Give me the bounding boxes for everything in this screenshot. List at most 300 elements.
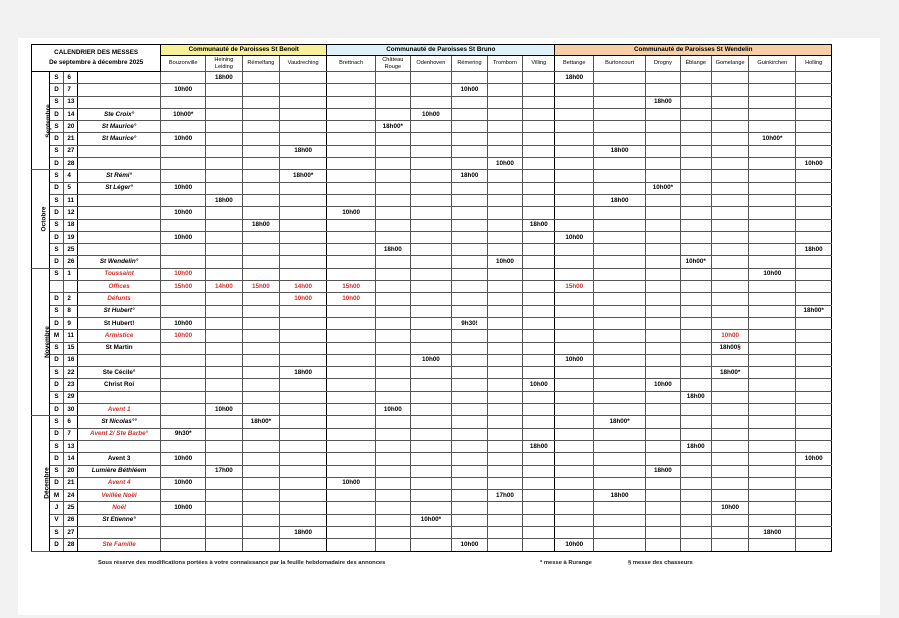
mass-time-cell: 10h00* bbox=[680, 256, 711, 268]
mass-time-cell bbox=[376, 465, 410, 477]
mass-time-cell bbox=[376, 194, 410, 206]
day-letter: D bbox=[49, 539, 64, 551]
mass-time-cell: 18h00* bbox=[242, 416, 280, 428]
mass-time-cell bbox=[487, 354, 522, 366]
day-letter: S bbox=[49, 244, 64, 256]
mass-time-cell: 10h00 bbox=[280, 293, 327, 305]
parish-header: Holling bbox=[796, 56, 832, 72]
day-number: 23 bbox=[64, 379, 78, 391]
parish-header: Éblange bbox=[680, 56, 711, 72]
mass-time-cell bbox=[376, 231, 410, 243]
parish-header: Tromborn bbox=[487, 56, 522, 72]
mass-time-cell: 10h00 bbox=[555, 539, 594, 551]
calendar-title-line1: CALENDRIER DES MESSES bbox=[54, 49, 139, 56]
mass-time-cell bbox=[711, 428, 749, 440]
calendar-row bbox=[32, 514, 832, 526]
mass-time-cell: 10h00 bbox=[487, 256, 522, 268]
mass-time-cell: 10h00 bbox=[646, 379, 680, 391]
day-number: 29 bbox=[64, 391, 78, 403]
calendar-row bbox=[32, 108, 832, 120]
mass-time-cell bbox=[327, 490, 376, 502]
mass-time-cell bbox=[410, 367, 452, 379]
calendar-row bbox=[32, 404, 832, 416]
event-name bbox=[77, 84, 160, 96]
mass-time-cell bbox=[594, 281, 646, 293]
mass-time-cell bbox=[646, 293, 680, 305]
mass-time-cell: 10h00 bbox=[523, 379, 555, 391]
day-letter: D bbox=[49, 293, 64, 305]
mass-time-cell: 10h00 bbox=[161, 133, 206, 145]
mass-time-cell bbox=[523, 256, 555, 268]
mass-time-cell bbox=[749, 440, 796, 452]
mass-time-cell bbox=[376, 367, 410, 379]
mass-time-cell bbox=[487, 514, 522, 526]
mass-time-cell bbox=[452, 453, 487, 465]
mass-time-cell bbox=[161, 145, 206, 157]
event-name: Avent 4 bbox=[77, 477, 160, 489]
parish-header: Gomelange bbox=[711, 56, 749, 72]
mass-time-cell bbox=[487, 477, 522, 489]
day-letter: D bbox=[49, 231, 64, 243]
mass-time-cell bbox=[555, 293, 594, 305]
mass-time-cell bbox=[452, 207, 487, 219]
mass-time-cell bbox=[555, 404, 594, 416]
calendar-row bbox=[32, 317, 832, 329]
mass-time-cell bbox=[206, 391, 242, 403]
mass-time-cell: 18h00 bbox=[280, 367, 327, 379]
mass-time-cell bbox=[242, 440, 280, 452]
parish-header: Rémering bbox=[452, 56, 487, 72]
mass-time-cell bbox=[749, 465, 796, 477]
mass-time-cell bbox=[161, 526, 206, 538]
mass-time-cell bbox=[242, 342, 280, 354]
mass-time-cell bbox=[161, 121, 206, 133]
mass-time-cell bbox=[523, 182, 555, 194]
day-letter: S bbox=[49, 465, 64, 477]
mass-time-cell bbox=[711, 96, 749, 108]
mass-time-cell bbox=[749, 231, 796, 243]
mass-time-cell bbox=[452, 145, 487, 157]
mass-time-cell bbox=[796, 231, 832, 243]
calendar-row bbox=[32, 379, 832, 391]
mass-time-cell: 18h00 bbox=[242, 219, 280, 231]
calendar-row bbox=[32, 96, 832, 108]
mass-time-cell: 9h30! bbox=[452, 317, 487, 329]
mass-time-cell: 18h00 bbox=[749, 526, 796, 538]
mass-time-cell: 10h00 bbox=[327, 207, 376, 219]
mass-time-cell bbox=[376, 207, 410, 219]
mass-time-cell bbox=[280, 305, 327, 317]
day-number: 15 bbox=[64, 342, 78, 354]
day-number: 28 bbox=[64, 158, 78, 170]
mass-time-cell bbox=[327, 391, 376, 403]
event-name bbox=[77, 391, 160, 403]
mass-time-cell bbox=[280, 416, 327, 428]
mass-time-cell: 10h00 bbox=[376, 404, 410, 416]
mass-time-cell bbox=[523, 490, 555, 502]
day-number: 27 bbox=[64, 145, 78, 157]
mass-time-cell bbox=[452, 244, 487, 256]
mass-time-cell bbox=[242, 428, 280, 440]
mass-time-cell bbox=[206, 108, 242, 120]
mass-time-cell bbox=[376, 281, 410, 293]
mass-time-cell bbox=[555, 158, 594, 170]
mass-time-cell bbox=[327, 367, 376, 379]
mass-time-cell bbox=[523, 194, 555, 206]
calendar-row bbox=[32, 145, 832, 157]
mass-time-cell bbox=[327, 72, 376, 84]
mass-time-cell bbox=[796, 182, 832, 194]
event-name: Défunts bbox=[77, 293, 160, 305]
mass-time-cell bbox=[242, 465, 280, 477]
mass-time-cell: 10h00 bbox=[327, 293, 376, 305]
mass-time-cell bbox=[711, 207, 749, 219]
mass-time-cell: 10h00* bbox=[410, 514, 452, 526]
mass-time-cell bbox=[680, 330, 711, 342]
day-letter: S bbox=[49, 342, 64, 354]
month-name: Octobre bbox=[40, 206, 48, 232]
mass-time-cell bbox=[523, 453, 555, 465]
mass-time-cell bbox=[523, 502, 555, 514]
day-number: 6 bbox=[64, 72, 78, 84]
mass-time-cell bbox=[680, 465, 711, 477]
mass-time-cell bbox=[410, 96, 452, 108]
mass-time-cell bbox=[555, 465, 594, 477]
mass-time-cell bbox=[555, 133, 594, 145]
day-letter: S bbox=[49, 219, 64, 231]
day-number: 18 bbox=[64, 219, 78, 231]
mass-time-cell bbox=[523, 526, 555, 538]
mass-time-cell bbox=[646, 170, 680, 182]
mass-time-cell bbox=[680, 145, 711, 157]
mass-time-cell bbox=[327, 256, 376, 268]
mass-time-cell bbox=[711, 453, 749, 465]
calendar-row bbox=[32, 416, 832, 428]
mass-time-cell bbox=[327, 453, 376, 465]
mass-time-cell bbox=[452, 391, 487, 403]
footer-legend-chasseurs: § messe des chasseurs bbox=[628, 560, 693, 566]
day-number: 11 bbox=[64, 194, 78, 206]
mass-time-cell bbox=[749, 354, 796, 366]
mass-time-cell bbox=[523, 317, 555, 329]
mass-time-cell bbox=[796, 145, 832, 157]
day-number: 16 bbox=[64, 354, 78, 366]
mass-time-cell bbox=[242, 502, 280, 514]
mass-time-cell bbox=[711, 244, 749, 256]
mass-time-cell bbox=[452, 354, 487, 366]
mass-time-cell bbox=[452, 440, 487, 452]
day-letter: D bbox=[49, 404, 64, 416]
event-name: St Martin bbox=[77, 342, 160, 354]
mass-time-cell bbox=[242, 108, 280, 120]
parish-header: Heining Leiding bbox=[206, 56, 242, 72]
mass-time-cell bbox=[161, 305, 206, 317]
mass-time-cell bbox=[487, 305, 522, 317]
mass-time-cell bbox=[327, 404, 376, 416]
calendar-row bbox=[32, 158, 832, 170]
mass-time-cell bbox=[376, 84, 410, 96]
mass-time-cell bbox=[749, 281, 796, 293]
mass-time-cell bbox=[161, 416, 206, 428]
mass-time-cell bbox=[796, 194, 832, 206]
mass-time-cell bbox=[206, 354, 242, 366]
mass-time-cell bbox=[796, 502, 832, 514]
mass-time-cell bbox=[410, 465, 452, 477]
mass-time-cell bbox=[161, 72, 206, 84]
mass-time-cell bbox=[376, 514, 410, 526]
mass-time-cell bbox=[487, 194, 522, 206]
mass-time-cell bbox=[410, 182, 452, 194]
mass-time-cell bbox=[523, 514, 555, 526]
mass-time-cell bbox=[749, 96, 796, 108]
day-letter: D bbox=[49, 84, 64, 96]
mass-time-cell bbox=[646, 440, 680, 452]
mass-time-cell: 10h00* bbox=[749, 133, 796, 145]
mass-time-cell bbox=[242, 367, 280, 379]
mass-time-cell bbox=[680, 490, 711, 502]
day-number: 28 bbox=[64, 539, 78, 551]
mass-time-cell bbox=[796, 539, 832, 551]
mass-time-cell bbox=[711, 354, 749, 366]
mass-time-cell bbox=[206, 453, 242, 465]
mass-time-cell bbox=[711, 477, 749, 489]
mass-time-cell bbox=[327, 428, 376, 440]
mass-time-cell bbox=[646, 194, 680, 206]
mass-time-cell bbox=[646, 158, 680, 170]
mass-time-cell bbox=[680, 244, 711, 256]
mass-time-cell bbox=[280, 108, 327, 120]
mass-time-cell bbox=[487, 182, 522, 194]
day-number: 19 bbox=[64, 231, 78, 243]
mass-time-cell: 15h00 bbox=[242, 281, 280, 293]
mass-time-cell bbox=[749, 170, 796, 182]
mass-time-cell bbox=[555, 268, 594, 280]
mass-time-cell bbox=[646, 244, 680, 256]
mass-time-cell bbox=[242, 514, 280, 526]
mass-time-cell bbox=[711, 404, 749, 416]
mass-time-cell bbox=[646, 72, 680, 84]
mass-time-cell bbox=[280, 342, 327, 354]
mass-time-cell: 10h00 bbox=[711, 502, 749, 514]
mass-time-cell bbox=[410, 379, 452, 391]
mass-time-cell bbox=[646, 514, 680, 526]
mass-time-cell bbox=[206, 477, 242, 489]
mass-time-cell bbox=[376, 72, 410, 84]
event-name: Lumière Béthléem bbox=[77, 465, 160, 477]
day-letter: S bbox=[49, 440, 64, 452]
mass-time-cell bbox=[594, 342, 646, 354]
mass-time-cell bbox=[376, 539, 410, 551]
mass-time-cell: 10h00 bbox=[711, 330, 749, 342]
mass-time-cell bbox=[376, 145, 410, 157]
calendar-row bbox=[32, 84, 832, 96]
month-label-décembre bbox=[32, 416, 50, 551]
mass-time-cell bbox=[410, 244, 452, 256]
mass-time-cell bbox=[680, 428, 711, 440]
mass-time-cell bbox=[646, 342, 680, 354]
calendar-row bbox=[32, 182, 832, 194]
mass-time-cell bbox=[487, 281, 522, 293]
mass-time-cell bbox=[242, 539, 280, 551]
mass-time-cell bbox=[280, 490, 327, 502]
mass-time-cell bbox=[452, 526, 487, 538]
mass-time-cell bbox=[796, 281, 832, 293]
mass-time-cell bbox=[487, 219, 522, 231]
mass-time-cell: 9h30* bbox=[161, 428, 206, 440]
mass-time-cell bbox=[796, 404, 832, 416]
event-name: Noël bbox=[77, 502, 160, 514]
mass-time-cell bbox=[410, 121, 452, 133]
mass-time-cell bbox=[410, 477, 452, 489]
mass-time-cell bbox=[646, 404, 680, 416]
mass-time-cell bbox=[749, 453, 796, 465]
mass-time-cell bbox=[206, 182, 242, 194]
mass-time-cell bbox=[646, 539, 680, 551]
mass-time-cell bbox=[523, 207, 555, 219]
mass-time-cell bbox=[452, 231, 487, 243]
mass-time-cell bbox=[242, 72, 280, 84]
day-letter: V bbox=[49, 514, 64, 526]
mass-time-cell bbox=[594, 84, 646, 96]
mass-time-cell bbox=[523, 354, 555, 366]
mass-time-cell bbox=[242, 268, 280, 280]
mass-time-cell bbox=[376, 440, 410, 452]
mass-time-cell bbox=[680, 354, 711, 366]
mass-time-cell bbox=[487, 170, 522, 182]
mass-time-cell bbox=[646, 121, 680, 133]
mass-time-cell bbox=[749, 502, 796, 514]
mass-time-cell bbox=[646, 84, 680, 96]
mass-time-cell bbox=[749, 72, 796, 84]
mass-time-cell bbox=[749, 416, 796, 428]
day-letter: S bbox=[49, 268, 64, 280]
mass-time-cell bbox=[555, 391, 594, 403]
mass-time-cell bbox=[646, 317, 680, 329]
mass-time-cell bbox=[376, 477, 410, 489]
mass-time-cell bbox=[487, 367, 522, 379]
day-number: 7 bbox=[64, 84, 78, 96]
mass-time-cell bbox=[206, 268, 242, 280]
mass-time-cell bbox=[711, 231, 749, 243]
mass-time-cell bbox=[594, 514, 646, 526]
mass-time-cell bbox=[410, 440, 452, 452]
day-number: 25 bbox=[64, 502, 78, 514]
mass-time-cell bbox=[555, 342, 594, 354]
event-name: Avent 3 bbox=[77, 453, 160, 465]
mass-time-cell bbox=[452, 293, 487, 305]
day-letter: D bbox=[49, 256, 64, 268]
mass-time-cell bbox=[242, 391, 280, 403]
mass-time-cell bbox=[594, 219, 646, 231]
mass-time-cell bbox=[242, 453, 280, 465]
mass-time-cell bbox=[487, 465, 522, 477]
mass-time-cell bbox=[796, 354, 832, 366]
mass-time-cell bbox=[410, 219, 452, 231]
mass-time-cell bbox=[410, 317, 452, 329]
mass-time-cell bbox=[646, 391, 680, 403]
mass-time-cell bbox=[280, 256, 327, 268]
mass-time-cell bbox=[376, 219, 410, 231]
mass-time-cell bbox=[749, 207, 796, 219]
mass-time-cell bbox=[749, 317, 796, 329]
day-number: 25 bbox=[64, 244, 78, 256]
month-name: Décembre bbox=[43, 467, 51, 500]
mass-time-cell bbox=[523, 293, 555, 305]
mass-time-cell bbox=[410, 194, 452, 206]
mass-time-cell bbox=[487, 293, 522, 305]
community-header-2: Communauté de Paroisses St Bruno bbox=[327, 45, 555, 56]
mass-time-cell bbox=[594, 379, 646, 391]
mass-time-cell: 10h00 bbox=[452, 539, 487, 551]
mass-time-cell bbox=[280, 404, 327, 416]
mass-time-cell bbox=[280, 182, 327, 194]
mass-time-cell bbox=[206, 379, 242, 391]
mass-time-cell bbox=[749, 182, 796, 194]
mass-time-cell bbox=[327, 219, 376, 231]
calendar-row bbox=[32, 194, 832, 206]
mass-time-cell bbox=[680, 317, 711, 329]
mass-time-cell bbox=[594, 502, 646, 514]
day-number: 13 bbox=[64, 96, 78, 108]
mass-time-cell bbox=[327, 84, 376, 96]
mass-time-cell bbox=[523, 465, 555, 477]
mass-time-cell: 18h00 bbox=[680, 391, 711, 403]
mass-time-cell bbox=[280, 207, 327, 219]
mass-time-cell bbox=[206, 317, 242, 329]
parish-header: Bouzonville bbox=[161, 56, 206, 72]
mass-time-cell bbox=[523, 121, 555, 133]
mass-time-cell bbox=[796, 428, 832, 440]
mass-time-cell bbox=[594, 526, 646, 538]
mass-time-cell bbox=[749, 108, 796, 120]
mass-time-cell bbox=[327, 170, 376, 182]
mass-time-cell bbox=[327, 539, 376, 551]
mass-time-cell bbox=[487, 404, 522, 416]
mass-time-cell bbox=[594, 96, 646, 108]
mass-time-cell bbox=[594, 108, 646, 120]
parish-header: Brettnach bbox=[327, 56, 376, 72]
mass-time-cell bbox=[523, 268, 555, 280]
mass-time-cell bbox=[523, 145, 555, 157]
mass-time-cell bbox=[452, 465, 487, 477]
mass-time-cell bbox=[749, 367, 796, 379]
mass-time-cell: 18h00* bbox=[711, 367, 749, 379]
mass-time-cell bbox=[646, 108, 680, 120]
mass-time-cell bbox=[711, 256, 749, 268]
mass-time-cell bbox=[376, 379, 410, 391]
mass-time-cell: 18h00 bbox=[594, 490, 646, 502]
mass-time-cell bbox=[327, 465, 376, 477]
mass-time-cell bbox=[452, 133, 487, 145]
mass-time-cell bbox=[555, 502, 594, 514]
event-name: Christ Roi bbox=[77, 379, 160, 391]
mass-time-cell bbox=[206, 231, 242, 243]
mass-time-cell bbox=[646, 477, 680, 489]
mass-time-cell bbox=[487, 84, 522, 96]
mass-time-cell bbox=[523, 84, 555, 96]
mass-time-cell bbox=[410, 539, 452, 551]
calendar-sheet bbox=[18, 38, 880, 615]
mass-time-cell bbox=[711, 108, 749, 120]
mass-time-cell bbox=[487, 231, 522, 243]
mass-time-cell: 15h00 bbox=[161, 281, 206, 293]
day-letter: S bbox=[49, 170, 64, 182]
mass-time-cell bbox=[796, 256, 832, 268]
mass-time-cell bbox=[680, 539, 711, 551]
mass-time-cell: 10h00 bbox=[161, 231, 206, 243]
mass-time-cell bbox=[594, 182, 646, 194]
mass-time-cell bbox=[487, 440, 522, 452]
